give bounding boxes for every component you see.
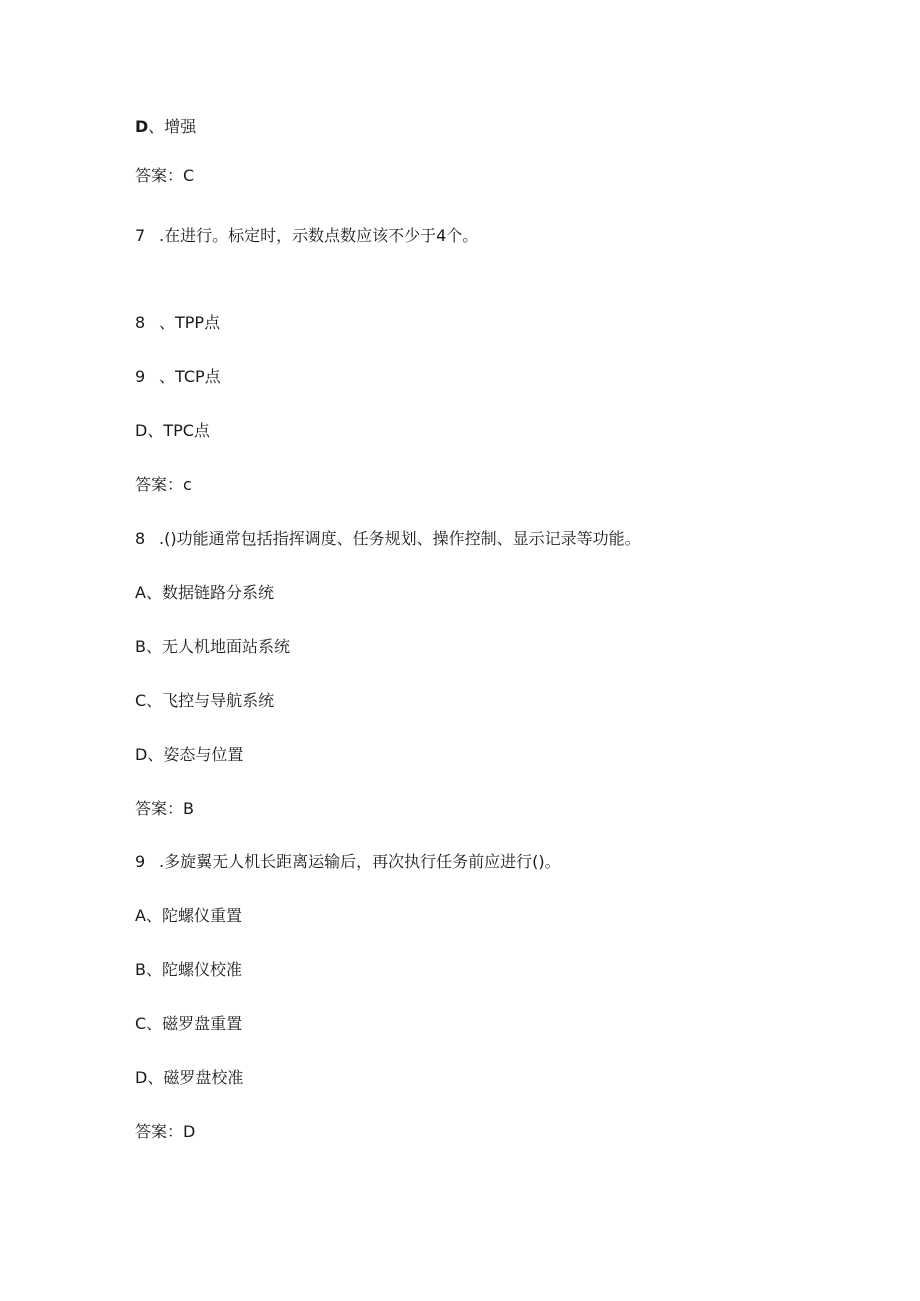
question-number: 9 <box>135 852 146 871</box>
q8-option-c: C、飞控与导航系统 <box>135 691 275 710</box>
q8-option-d: D、姿态与位置 <box>135 745 244 764</box>
q9-option-a: A、陀螺仪重置 <box>135 906 242 925</box>
question-text: .()功能通常包括指挥调度、任务规划、操作控制、显示记录等功能。 <box>159 529 641 548</box>
q9-option-d: D、磁罗盘校准 <box>135 1068 244 1087</box>
option-letter: D <box>135 117 149 136</box>
q6-answer: 答案：C <box>135 166 195 185</box>
option-text: 、TCP点 <box>159 367 221 386</box>
q8-stem <box>135 529 641 549</box>
q7-option-a <box>135 313 220 333</box>
q8-answer: 答案：B <box>135 799 194 818</box>
q7-option-d: D、TPC点 <box>135 421 210 440</box>
q8-option-a: A、数据链路分系统 <box>135 583 274 602</box>
question-number: 7 <box>135 226 146 245</box>
q7-option-b <box>135 367 221 387</box>
q9-stem <box>135 852 561 872</box>
q6-option-d <box>135 117 196 137</box>
q9-option-b: B、陀螺仪校准 <box>135 960 242 979</box>
q8-option-b: B、无人机地面站系统 <box>135 637 290 656</box>
option-text: 、增强 <box>148 117 197 136</box>
question-text: .在进行。标定时，示数点数应该不少于4个。 <box>159 226 479 245</box>
option-number: 9 <box>135 367 146 386</box>
q9-option-c: C、磁罗盘重置 <box>135 1014 243 1033</box>
q7-answer: 答案：c <box>135 475 192 494</box>
q9-answer: 答案：D <box>135 1122 196 1141</box>
q7-stem <box>135 226 478 246</box>
question-text: .多旋翼无人机长距离运输后，再次执行任务前应进行()。 <box>159 852 561 871</box>
option-text: 、TPP点 <box>159 313 221 332</box>
option-number: 8 <box>135 313 146 332</box>
question-number: 8 <box>135 529 146 548</box>
